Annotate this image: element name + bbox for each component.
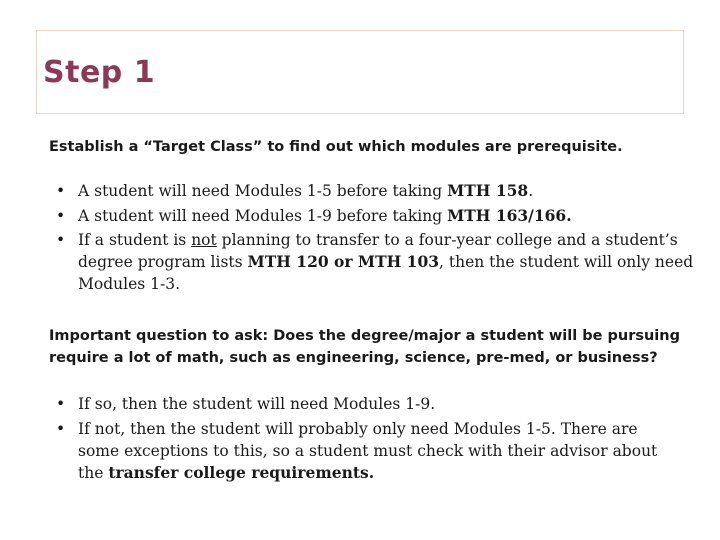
list-item-text: transfer college requirements. [108, 462, 375, 482]
list-item-text: MTH 158 [447, 181, 529, 200]
bullet-icon: • [56, 419, 66, 438]
list-item [56, 229, 696, 295]
list-item-text: not [191, 231, 217, 249]
intro-heading: Establish a “Target Class” to find out which modules are prerequisite. [49, 139, 623, 155]
prerequisite-list [56, 180, 696, 298]
list-item-text: A student will need Modules 1-5 before taking [78, 182, 448, 200]
title-box [36, 30, 684, 114]
important-question: Important question to ask: Does the degree/major a student will be pursuing require a lot of math, such as engineering, science, pre-med, or business? [49, 328, 680, 366]
list-item [56, 393, 672, 415]
list-item-text: If so, then the student will need Modules 1-9. [78, 395, 436, 413]
list-item-text: . [528, 182, 534, 200]
bullet-icon: • [56, 206, 66, 225]
bullet-icon: • [56, 395, 66, 413]
list-item-text: If not, then the student will probably only need Modules 1-5. There are some exceptions to this, so a student must check with their advisor about the [78, 419, 658, 482]
list-item-text: MTH 163/166. [447, 205, 572, 225]
list-item-text: MTH 120 or MTH 103 [247, 252, 440, 271]
list-item-text: planning to transfer to a four-year college and a student’s degree program lists [78, 231, 678, 271]
bullet-icon: • [56, 182, 66, 200]
list-item-text: , then the student will only need Modules 1-3. [78, 253, 694, 293]
list-item-text: If a student is [78, 231, 192, 249]
bullet-icon: • [56, 231, 66, 249]
list-item [56, 180, 696, 202]
list-item-text: A student will need Modules 1-9 before taking [78, 206, 448, 225]
answer-list [56, 393, 672, 486]
slide-title: Step 1 [43, 55, 156, 90]
list-item [56, 418, 672, 484]
list-item [56, 205, 696, 227]
